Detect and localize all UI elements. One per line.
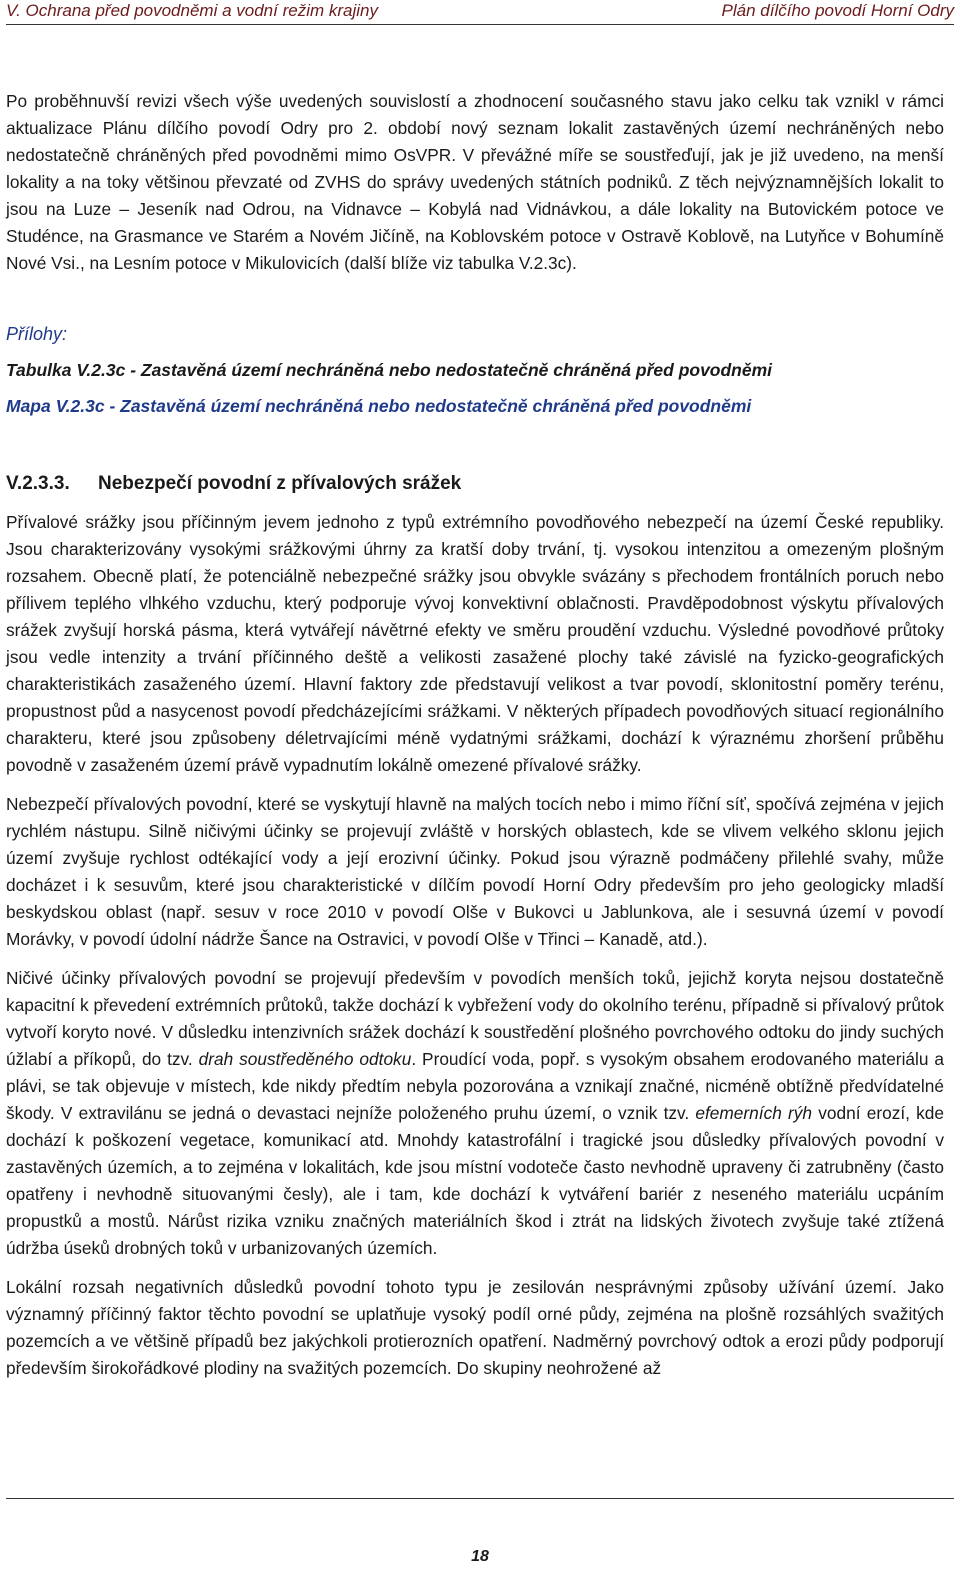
intro-paragraph: Po proběhnuvší revizi všech výše uvedených souvislostí a zhodnocení současného stavu jako celku tak vznikl v rámci aktualizace Plánu dílčího povodí Odry pro 2. období nový seznam lokalit zastavěných území nechráněných nebo nedostatečně chráněných před povodněmi mimo OsVPR. V převážné míře se soustřeďují, jak je již uvedeno, na menší lokality a na toky většinou převzaté od ZVHS do správy uvedených státních podniků. Z těch nejvýznamnějších lokalit to jsou na Luze – Jeseník nad Odrou, na Vidnavce – Kobylá nad Vidnávkou, a dále lokality na Butovickém potoce ve Studénce, na Grasmance ve Starém a Novém Jičíně, na Koblovském potoce v Ostravě Koblově, na Lutyňce v Bohumíně Nové Vsi., na Lesním potoce v Mikulovicích (další blíže viz tabulka V.2.3c). xyxy=(6,91,944,273)
paragraph-text: Ničivé účinky přívalových povodní se projevují především v povodích menších toků, jejichž koryta nejsou dostatečně kapacitní k převedení extrémních průtoků, takže dochází k vybřežení vody do okolního terénu, případně si přívalový průtok vytvoří koryto nové. V důsledku intenzivních srážek dochází k soustředění plošného povrchového odtoku do jindy suchých úžlabí a příkopů, do tzv. xyxy=(6,968,944,1069)
paragraph-destructive-effects xyxy=(6,965,944,1262)
footer-divider xyxy=(6,1498,954,1499)
header-chapter-title: V. Ochrana před povodněmi a vodní režim krajiny xyxy=(6,1,378,20)
paragraph-text: vodní erozí, kde dochází k poškození vegetace, komunikací atd. Mnohdy katastrofální i tragické jsou důsledky přívalových povodní v zastavěných územích, a to zejména v lokalitách, kde jsou místní vodoteče často nevhodně upraveny či zatrubněny (často opatřeny i nevhodně situovanými česly), ale i tam, kde dochází k vytváření bariér z neseného materiálu ucpáním propustků a mostů. Nárůst rizika vzniku značných materiálních škod i ztrát na lidských životech zvyšuje také ztížená údržba úseků drobných toků v urbanizovaných územích. xyxy=(6,1103,944,1258)
document-body xyxy=(6,88,944,1382)
italic-term: efemerních rýh xyxy=(695,1103,813,1123)
attachments-label: Přílohy: xyxy=(6,324,68,344)
section-number: V.2.3.3. xyxy=(6,473,70,494)
page-number: 18 xyxy=(471,1548,489,1565)
page-header xyxy=(6,0,954,25)
map-reference-link[interactable]: Mapa V.2.3c - Zastavěná území nechráněná nebo nedostatečně chráněná před povodněmi xyxy=(6,396,752,416)
section-heading xyxy=(6,471,944,497)
paragraph-flash-rain: Přívalové srážky jsou příčinným jevem jednoho z typů extrémního povodňového nebezpečí na území České republiky. Jsou charakterizovány vysokými srážkovými úhrny za kratší doby trvání, tj. vysokou intenzitou a omezeným plošným rozsahem. Obecně platí, že potenciálně nebezpečné srážky jsou obvykle svázány s přechodem frontálních poruch nebo přílivem teplého vlhkého vzduchu, který podporuje vývoj konvektivní oblačnosti. Pravděpodobnost výskytu přívalových srážek zvyšují horská pásma, která vytvářejí návětrné efekty ve směru proudění vzduchu. Výsledné povodňové průtoky jsou vedle intenzity a trvání příčinného deště a velikosti zasažené plochy také závislé na fyzicko-geografických charakteristikách zasaženého území. Hlavní faktory zde představují velikost a tvar povodí, sklonitostní poměry terénu, propustnost půd a nasycenost povodí předcházejícími srážkami. V některých případech povodňových situací regionálního charakteru, které jsou způsobeny déletrvajícími méně vydatnými srážkami, dochází k výraznému zhoršení průběhu povodně v zasaženém území právě vypadnutím lokálně omezené přívalové srážky. xyxy=(6,512,944,775)
paragraph-flash-flood-danger: Nebezpečí přívalových povodní, které se vyskytují hlavně na malých tocích nebo i mimo říční síť, spočívá zejména v jejich rychlém nástupu. Silně ničivými účinky se projevují zvláště v horských oblastech, kde se vlivem velkého sklonu jejich území zvyšuje rychlost odtékající vody a její erozivní účinky. Pokud jsou výrazně podmáčeny přilehlé svahy, může docházet i k sesuvům, které jsou charakteristické v dílčím povodí Horní Odry především pro jeho geologicky mladší beskydskou oblast (např. sesuv v roce 2010 v povodí Olše v Bukovci u Jablunkova, ale i sesuvná území v povodí Morávky, v povodí údolní nádrže Šance na Ostravici, v povodí Olše v Třinci – Kanadě, atd.). xyxy=(6,794,944,949)
italic-term: drah soustředěného odtoku xyxy=(198,1049,412,1069)
table-reference: Tabulka V.2.3c - Zastavěná území nechráněná nebo nedostatečně chráněná před povodněmi xyxy=(6,360,773,380)
header-document-title: Plán dílčího povodí Horní Odry xyxy=(721,1,954,20)
section-title: Nebezpečí povodní z přívalových srážek xyxy=(98,473,462,494)
paragraph-land-use: Lokální rozsah negativních důsledků povodní tohoto typu je zesilován nesprávnými způsoby užívání území. Jako významný příčinný faktor těchto povodní se uplatňuje vysoký podíl orné půdy, zejména na plošně rozsáhlých svažitých pozemcích a ve většině případů bez jakýchkoli protierozních opatření. Nadměrný povrchový odtok a erozi půdy podporují především širokořádkové plodiny na svažitých pozemcích. Do skupiny neohrožené až xyxy=(6,1277,944,1378)
paragraph-text: . Proudící voda, popř. s vysokým obsahem erodovaného materiálu a plávi, se tak objevuje v místech, kde nikdy předtím nebyla pozorována a vznikají značné, nicméně obtížně předvídatelné škody. V extravilánu se jedná o devastaci nejníže položeného pruhu území, o vznik tzv. xyxy=(6,1049,945,1123)
